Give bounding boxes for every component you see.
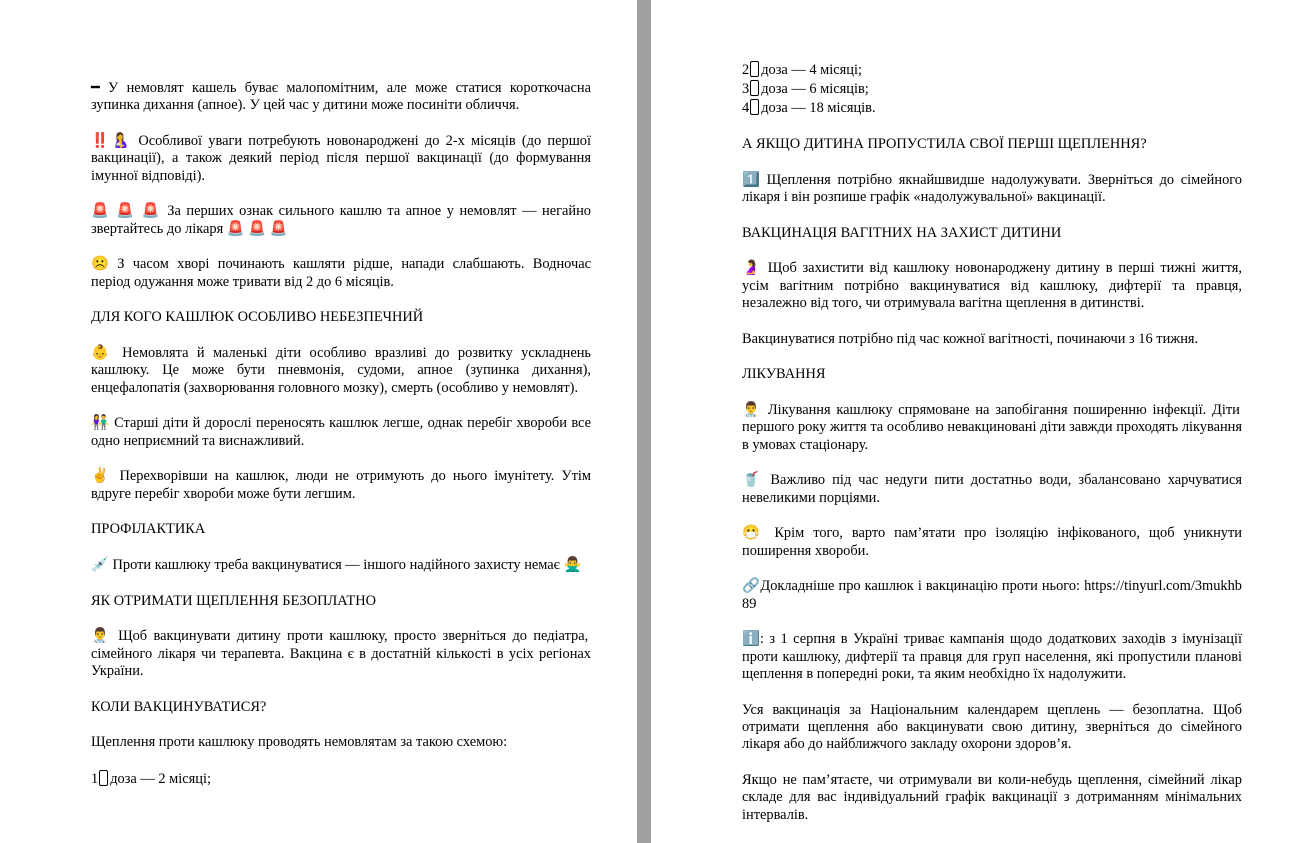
dose-line xyxy=(742,61,1242,80)
missing-glyph-icon xyxy=(750,61,759,77)
dose-line xyxy=(91,770,591,789)
dose-text: доза — 6 місяців; xyxy=(761,80,869,97)
paragraph: ☹️ З часом хворі починають кашляти рідше, напади слабшають. Водночас період одужання може тривати від 2 до 6 місяців. xyxy=(91,256,591,290)
missing-glyph-icon xyxy=(750,99,759,115)
section-heading: ВАКЦИНАЦІЯ ВАГІТНИХ НА ЗАХИСТ ДИТИНИ xyxy=(742,224,1062,241)
dose-text: доза — 18 місяців. xyxy=(761,99,876,116)
dose-line xyxy=(742,99,1242,118)
paragraph: Якщо не пам’ятаєте, чи отримували ви коли-небудь щеплення, сімейний лікар складе для вас індивідуальний графік вакцинації з дотриманням мінімальних інтервалів. xyxy=(742,771,1242,823)
paragraph: ℹ️: з 1 серпня в Україні триває кампанія щодо додаткових заходів з імунізації проти кашлюку, дифтерії та правця для груп населення, які пропустили планові щеплення в попередні роки, та яким необхідно їх надолужити. xyxy=(742,631,1242,682)
dose-text: доза — 4 місяці; xyxy=(761,62,862,78)
dose-number: 2 xyxy=(742,62,750,78)
document-page-right xyxy=(651,0,1290,843)
paragraph: 👫 Старші діти й дорослі переносять кашлюк легше, однак перебіг хвороби все одно неприємний та виснажливий. xyxy=(91,415,591,449)
dose-number: 1 xyxy=(91,770,99,787)
dose-text: доза — 2 місяці; xyxy=(110,770,211,787)
dose-number: 4 xyxy=(742,99,750,116)
paragraph: 👨‍⚕️ Лікування кашлюку спрямоване на запобігання поширенню інфекції. Діти першого року життя та особливо невакциновані діти завжди проходять лікування в умовах стаціонару. xyxy=(742,401,1242,453)
paragraph: ✌️ Перехворівши на кашлюк, люди не отримують до нього імунітету. Утім вдруге перебіг хвороби може бути легшим. xyxy=(91,468,591,502)
paragraph: Щеплення проти кашлюку проводять немовлятам за такою схемою: xyxy=(91,734,508,751)
paragraph: Вакцинуватися потрібно під час кожної вагітності, починаючи з 16 тижня. xyxy=(742,330,1199,347)
paragraph: 👨‍⚕️ Щоб вакцинувати дитину проти кашлюку, просто зверніться до педіатра, сімейного лікаря чи терапевта. Вакцина є в достатній кількості в усіх регіонах України. xyxy=(91,628,591,679)
paragraph: 🔗Докладніше про кашлюк і вакцинацію проти нього: https://tinyurl.com/3mukhb89 xyxy=(742,578,1242,612)
document-page-left xyxy=(0,0,637,843)
paragraph: 💉 Проти кашлюку треба вакцинуватися — іншого надійного захисту немає 🙅‍♂️ xyxy=(91,557,582,573)
right-page-body xyxy=(742,136,1242,824)
section-heading: А ЯКЩО ДИТИНА ПРОПУСТИЛА СВОЇ ПЕРШІ ЩЕПЛЕННЯ? xyxy=(742,135,1147,152)
paragraph: 😷 Крім того, варто пам’ятати про ізоляцію інфікованого, щоб уникнути поширення хвороби. xyxy=(742,525,1242,559)
missing-glyph-icon xyxy=(750,80,759,96)
paragraph: 👶 Немовлята й маленькі діти особливо вразливі до розвитку ускладнень кашлюку. Це може бути пневмонія, судоми, апное (зупинка дихання), енцефалопатія (захворювання головного мозку), смерть (особливо у немовлят). xyxy=(91,345,591,396)
paragraph: 🥤 Важливо під час недуги пити достатньо води, збалансовано харчуватися невеликими порціями. xyxy=(742,472,1242,506)
paragraph: ━ У немовлят кашель буває малопомітним, але може статися короткочасна зупинка дихання (апное). У цей час у дитини може посиніти обличчя. xyxy=(91,80,591,114)
dose-number: 3 xyxy=(742,80,750,97)
dose-schedule-list-continued xyxy=(742,61,1242,118)
left-page-body xyxy=(91,80,591,752)
paragraph: 1️⃣ Щеплення потрібно якнайшвидше надолужувати. Зверніться до сімейного лікаря і він розпише графік «надолужувальної» вакцинації. xyxy=(742,171,1242,205)
paragraph: ‼️🤱 Особливої уваги потребують новонароджені до 2-х місяців (до першої вакцинації), а також деякий період після першої вакцинації (до формування імунної відповіді). xyxy=(91,133,591,184)
missing-glyph-icon xyxy=(99,770,108,786)
paragraph: 🤰 Щоб захистити від кашлюку новонароджену дитину в перші тижні життя, усім вагітним потрібно вакцинуватися від кашлюку, дифтерії та правця, незалежно від того, чи отримувала вагітна щеплення в дитинстві. xyxy=(742,260,1242,311)
dose-schedule-list xyxy=(91,770,591,789)
paragraph: 🚨 🚨 🚨 За перших ознак сильного кашлю та апное у немовлят — негайно звертайтесь до лікаря 🚨 🚨 🚨 xyxy=(91,203,591,237)
section-heading: ДЛЯ КОГО КАШЛЮК ОСОБЛИВО НЕБЕЗПЕЧНИЙ xyxy=(91,309,424,326)
paragraph: Уся вакцинація за Національним календарем щеплень — безоплатна. Щоб отримати щеплення або вакцинувати свою дитину, зверніться до сімейного лікаря або до найближчого закладу охорони здоров’я. xyxy=(742,701,1242,753)
dose-line xyxy=(742,80,1242,99)
section-heading: ЯК ОТРИМАТИ ЩЕПЛЕННЯ БЕЗОПЛАТНО xyxy=(91,592,376,609)
section-heading: КОЛИ ВАКЦИНУВАТИСЯ? xyxy=(91,698,267,715)
section-heading: ПРОФІЛАКТИКА xyxy=(91,521,206,538)
section-heading: ЛІКУВАННЯ xyxy=(742,366,826,383)
